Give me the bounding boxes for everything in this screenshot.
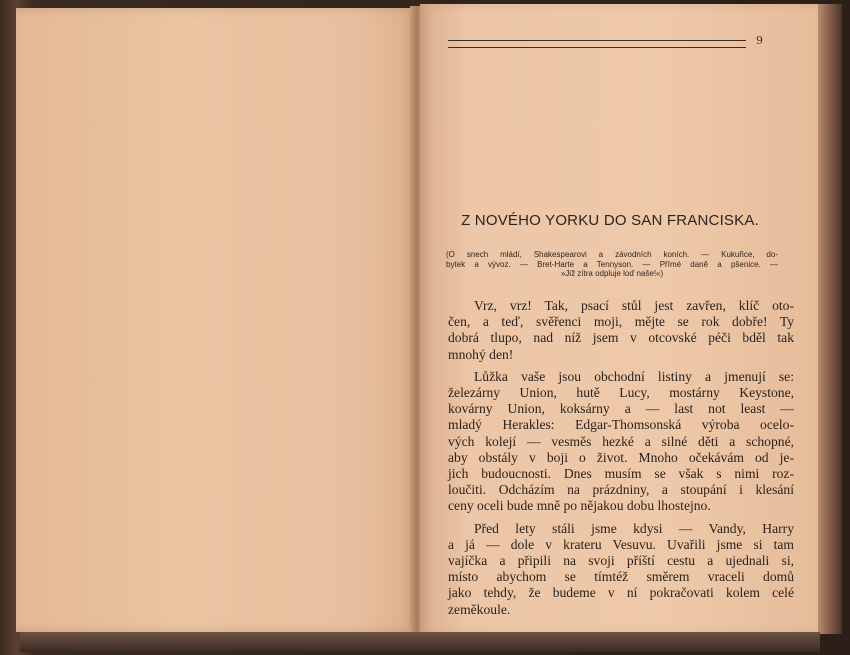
paragraph (448, 521, 794, 618)
text-line: vajíčka a připili na svoji příští cestu a ujednali si, (448, 553, 794, 569)
body-text (448, 298, 794, 624)
text-line: čen, a teď, svěřenci moji, mějte se rok dobře! Ty (448, 314, 794, 330)
text-line: mnohý den! (448, 346, 514, 362)
text-line: loučiti. Odcházím na prázdniny, a stoupání i klesání (448, 482, 794, 498)
text-line: aby obstály v boji o život. Mnoho očekávám od je- (448, 449, 794, 465)
paragraph (448, 369, 794, 515)
header-rule (448, 40, 746, 48)
left-page-blank (16, 8, 416, 632)
text-line: a já — dole v krateru Vesuvu. Uvařili jsme si tam (448, 536, 794, 552)
text-line: kovárny Union, koksárny a — last not least — (448, 401, 794, 417)
page-edges (818, 4, 842, 634)
subtitle-line: (O snech mládí, Shakespearovi a závodních koních. — Kukuřice, do- (446, 250, 778, 259)
text-line: mladý Herakles: Edgar-Thomsonská výroba ocelo- (448, 417, 794, 433)
text-line: Vrz, vrz! Tak, psací stůl jest zavřen, klíč oto- (474, 298, 794, 313)
text-line: zeměkoule. (448, 601, 511, 617)
text-line: místo abychom se tímtéž směrem vraceli domů (448, 569, 794, 585)
text-line: Před lety stáli jsme kdysi — Vandy, Harry (474, 520, 794, 536)
text-line: Lůžka vaše jsou obchodní listiny a jmenují se: (474, 368, 794, 384)
text-line: železárny Union, hutě Lucy, mostárny Keystone, (448, 385, 794, 401)
chapter-title: Z NOVÉHO YORKU DO SAN FRANCISKA. (461, 212, 759, 229)
text-line: vých kolejí — vesměs hezké a silné děti a schopné, (448, 433, 794, 449)
page-number: 9 (756, 34, 763, 47)
subtitle-line: »Již zítra odpluje loď naše!«) (560, 269, 664, 278)
text-line: dobrá tlupo, nad níž jsem v otcovské péči bděl tak (448, 330, 794, 346)
subtitle-line: bytek a vývoz. — Bret-Harte a Tennyson. — Přímé daně a pšenice. — (446, 259, 778, 269)
text-line: jich budoucnosti. Dnes musím se však s nimi roz- (448, 466, 794, 482)
text-line: jako tehdy, že budeme v ní pokračovati kolem celé (448, 585, 794, 601)
text-line: ceny oceli bude mně po nějakou dobu lhostejno. (448, 498, 711, 514)
bottom-cover-strip (20, 632, 820, 652)
paragraph (448, 298, 794, 363)
chapter-subtitle (446, 250, 778, 279)
